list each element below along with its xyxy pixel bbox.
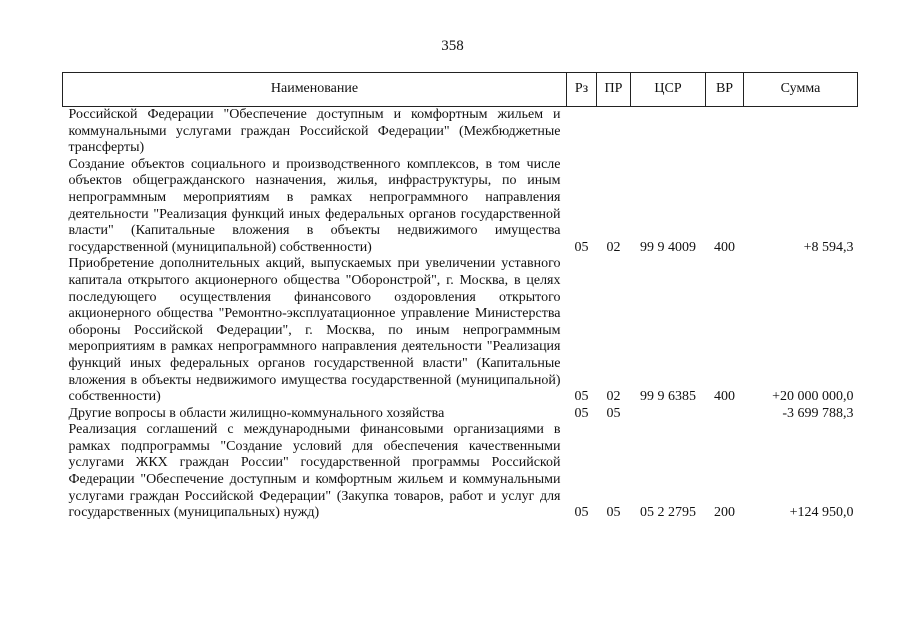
row-name: Приобретение дополнительных акций, выпускаемых при увеличении уставного капитала открытого акционерного общества "Оборонстрой", г. Москва, в целях последующего осуществления финансового оздоровления открытого акционерного общества "Ремонтно-эксплуатационное управление Министерства обороны Российской Федерации", г. Москва, по иным непрограммным мероприятиям в рамках непрограммного направления деятельности "Реализация функций иных федеральных органов государственной власти" (Капитальные вложения в объекты недвижимого имущества государственной (муниципальной) собственности) (68, 256, 561, 405)
row-name: Другие вопросы в области жилищно-коммунального хозяйства (68, 405, 445, 421)
header-csr: ЦСР (631, 73, 706, 107)
header-rz: Рз (567, 73, 597, 107)
header-sum: Сумма (744, 73, 858, 107)
row-pr: 02 (606, 239, 621, 255)
header-name: Наименование (63, 73, 567, 107)
table-body (63, 107, 858, 522)
row-sum: +20 000 000,0 (772, 389, 854, 405)
row-pr: 05 (606, 505, 621, 521)
row-name: Реализация соглашений с международными финансовыми организациями в рамках подпрограммы "Создание условий для обеспечения качественными услугами ЖКХ граждан России" государственной программы Российской Федерации "Обеспечение доступным и комфортным жильем и коммунальными услугами граждан Российской Федерации" (Закупка товаров, работ и услуг для государственных (муниципальных) нужд) (68, 422, 561, 521)
row-sum: +124 950,0 (789, 505, 854, 521)
row-rz: 05 (574, 239, 589, 255)
row-rz: 05 (574, 405, 589, 421)
row-rz: 05 (574, 505, 589, 521)
budget-table (62, 72, 858, 522)
row-sum (744, 107, 858, 157)
table-row (63, 107, 858, 157)
row-rz: 05 (574, 389, 589, 405)
row-csr: 99 9 6385 (640, 389, 696, 405)
row-pr: 02 (606, 389, 621, 405)
table-row (63, 406, 858, 423)
row-name: Создание объектов социального и производственного комплексов, в том числе объектов общегражданского назначения, жилья, инфраструктуры, по иным непрограммным мероприятиям в рамках непрограммного направления деятельности "Реализация функций иных федеральных органов государственной власти" (Капитальные вложения в объекты недвижимого имущества государственной (муниципальной) собственности) (68, 156, 561, 255)
header-pr: ПР (597, 73, 631, 107)
row-csr (631, 406, 706, 423)
row-csr: 99 9 4009 (640, 239, 696, 255)
row-pr (597, 107, 631, 157)
table-row (63, 157, 858, 257)
page-number: 358 (441, 38, 464, 54)
row-csr (631, 107, 706, 157)
header-vr: ВР (706, 73, 744, 107)
row-name: Российской Федерации "Обеспечение доступным и комфортным жильем и коммунальными услугами граждан Российской Федерации" (Межбюджетные трансферты) (68, 107, 561, 156)
row-pr: 05 (606, 405, 621, 421)
row-rz (567, 107, 597, 157)
table-row (63, 256, 858, 405)
table-header (63, 73, 858, 107)
row-csr: 05 2 2795 (640, 505, 696, 521)
row-vr: 400 (714, 389, 735, 405)
row-vr (706, 107, 744, 157)
row-sum: +8 594,3 (803, 239, 854, 255)
row-vr (706, 406, 744, 423)
row-vr: 200 (714, 505, 735, 521)
row-vr: 400 (714, 239, 735, 255)
table-row (63, 422, 858, 522)
row-sum: -3 699 788,3 (782, 405, 854, 421)
